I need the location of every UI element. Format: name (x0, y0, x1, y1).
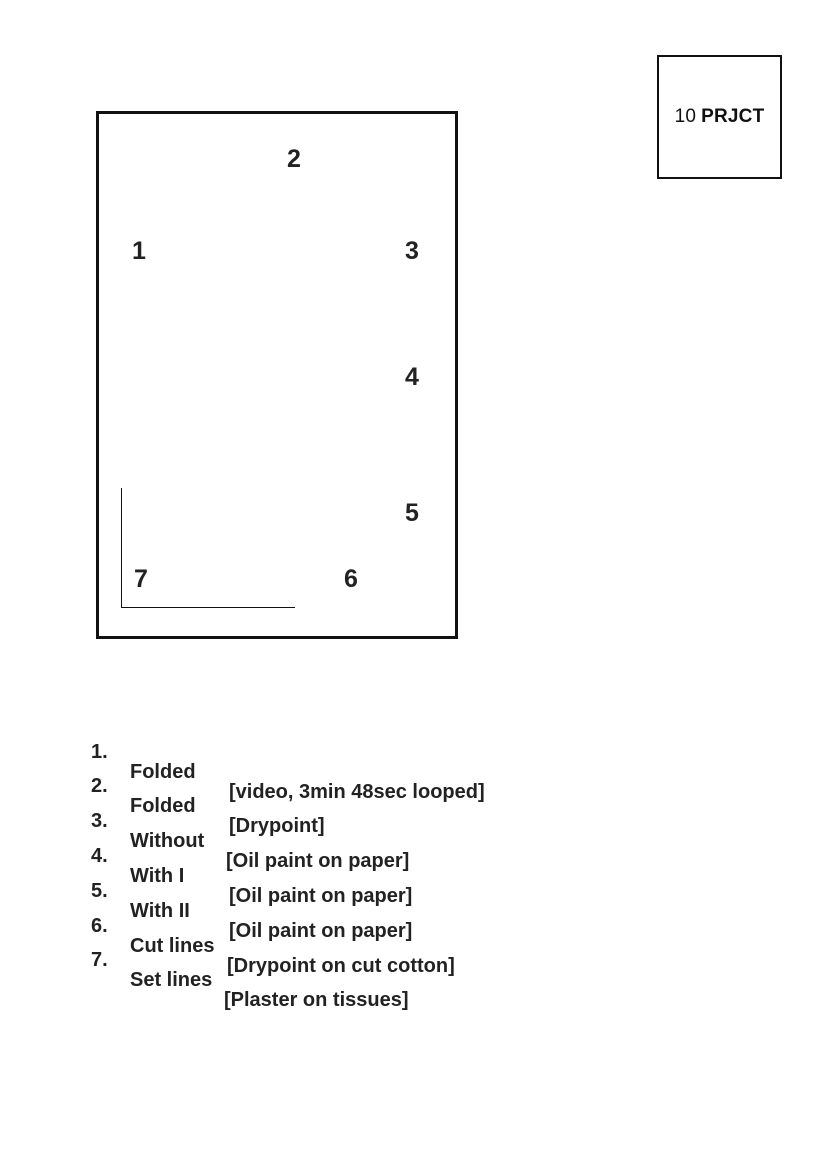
list-item-medium: [Oil paint on paper] (229, 920, 413, 942)
list-item-medium: [Oil paint on paper] (226, 850, 410, 872)
list-item-medium: [video, 3min 48sec looped] (229, 781, 485, 803)
list-item-title: Without (130, 830, 205, 852)
marker-6: 6 (344, 565, 358, 593)
marker-5: 5 (405, 499, 419, 527)
list-item-title: Cut lines (130, 935, 215, 957)
marker-2: 2 (287, 145, 301, 173)
floor-plan (96, 111, 458, 639)
list-item-medium: [Plaster on tissues] (224, 989, 409, 1011)
list-item-medium: [Drypoint on cut cotton] (227, 955, 455, 977)
list-item-number: 5. (91, 880, 108, 902)
list-item-number: 4. (91, 845, 108, 867)
plinth-line-vertical (121, 488, 122, 608)
marker-4: 4 (405, 363, 419, 391)
list-item-title: With I (130, 865, 185, 887)
list-item-medium: [Oil paint on paper] (229, 885, 413, 907)
list-item-number: 7. (91, 949, 108, 971)
list-item-title: Set lines (130, 969, 213, 991)
marker-3: 3 (405, 237, 419, 265)
list-item-number: 6. (91, 915, 108, 937)
list-item-medium: [Drypoint] (229, 815, 325, 837)
logo-number: 10 (674, 106, 697, 127)
list-item-number: 1. (91, 741, 108, 763)
logo (657, 55, 782, 179)
list-item-title: With II (130, 900, 190, 922)
list-item-number: 2. (91, 775, 108, 797)
list-item-title: Folded (130, 795, 196, 817)
marker-1: 1 (132, 237, 146, 265)
plinth-line-horizontal (121, 607, 295, 608)
logo-brand: PRJCT (701, 106, 765, 127)
list-item-number: 3. (91, 810, 108, 832)
marker-7: 7 (134, 565, 148, 593)
list-item-title: Folded (130, 761, 196, 783)
